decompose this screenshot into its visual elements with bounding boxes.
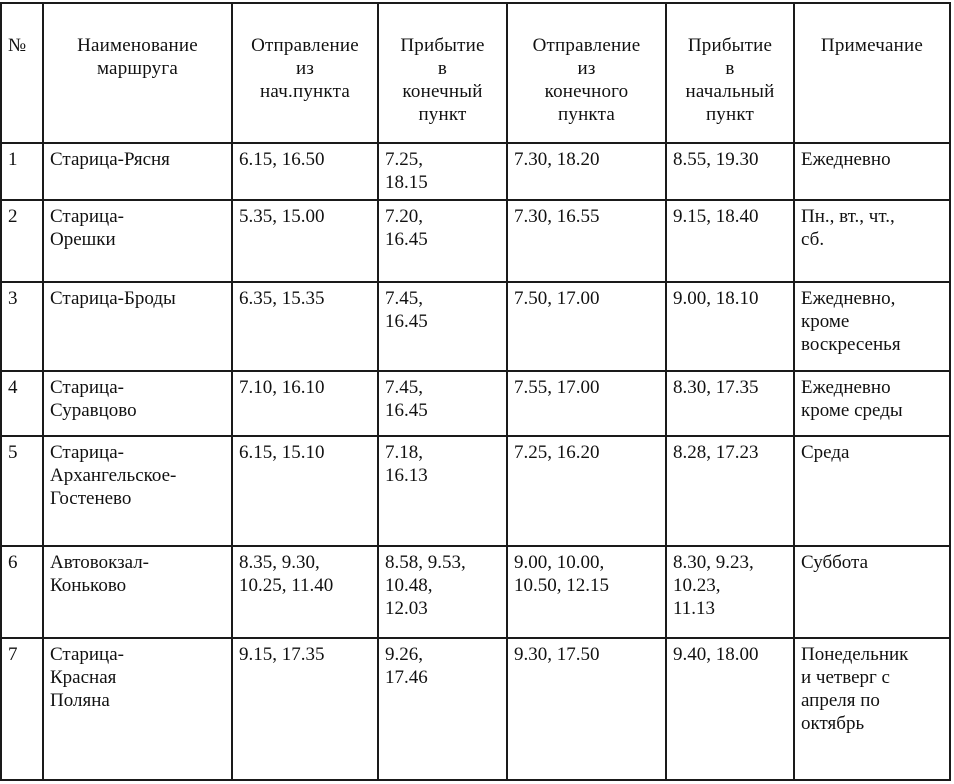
cell-arrival-start: 8.55, 19.30	[666, 143, 794, 200]
header-arrival-end: Прибытие в конечный пункт	[378, 3, 507, 143]
cell-route: Старица-Броды	[43, 282, 232, 371]
cell-arrival-end: 9.26, 17.46	[378, 638, 507, 780]
cell-arrival-start: 8.30, 9.23, 10.23, 11.13	[666, 546, 794, 638]
cell-departure-end: 7.30, 16.55	[507, 200, 666, 282]
header-arrival-start: Прибытие в начальный пункт	[666, 3, 794, 143]
table-row	[1, 143, 950, 200]
cell-note: Ежедневно	[794, 143, 950, 200]
cell-route: Старица- Суравцово	[43, 371, 232, 436]
cell-route: Старица- Архангельское- Гостенево	[43, 436, 232, 546]
header-route-name: Наименование маршруга	[43, 3, 232, 143]
header-departure-start: Отправление из нач.пункта	[232, 3, 378, 143]
cell-arrival-end: 7.20, 16.45	[378, 200, 507, 282]
cell-arrival-end: 7.18, 16.13	[378, 436, 507, 546]
cell-number: 1	[1, 143, 43, 200]
cell-arrival-start: 8.30, 17.35	[666, 371, 794, 436]
cell-number: 2	[1, 200, 43, 282]
cell-number: 4	[1, 371, 43, 436]
cell-departure-start: 6.15, 15.10	[232, 436, 378, 546]
cell-departure-start: 7.10, 16.10	[232, 371, 378, 436]
cell-departure-end: 7.30, 18.20	[507, 143, 666, 200]
cell-departure-end: 7.25, 16.20	[507, 436, 666, 546]
cell-departure-start: 5.35, 15.00	[232, 200, 378, 282]
cell-departure-end: 7.50, 17.00	[507, 282, 666, 371]
cell-note: Пн., вт., чт., сб.	[794, 200, 950, 282]
cell-note: Среда	[794, 436, 950, 546]
table-row	[1, 371, 950, 436]
cell-arrival-end: 8.58, 9.53, 10.48, 12.03	[378, 546, 507, 638]
table-row	[1, 282, 950, 371]
cell-arrival-end: 7.45, 16.45	[378, 282, 507, 371]
cell-arrival-end: 7.45, 16.45	[378, 371, 507, 436]
cell-departure-start: 6.35, 15.35	[232, 282, 378, 371]
cell-departure-start: 8.35, 9.30, 10.25, 11.40	[232, 546, 378, 638]
cell-departure-start: 6.15, 16.50	[232, 143, 378, 200]
cell-route: Старица- Красная Поляна	[43, 638, 232, 780]
cell-departure-start: 9.15, 17.35	[232, 638, 378, 780]
header-departure-end: Отправление из конечного пункта	[507, 3, 666, 143]
cell-arrival-start: 9.40, 18.00	[666, 638, 794, 780]
cell-route: Автовокзал- Коньково	[43, 546, 232, 638]
cell-departure-end: 9.00, 10.00, 10.50, 12.15	[507, 546, 666, 638]
table-row	[1, 638, 950, 780]
cell-arrival-start: 8.28, 17.23	[666, 436, 794, 546]
cell-departure-end: 9.30, 17.50	[507, 638, 666, 780]
cell-departure-end: 7.55, 17.00	[507, 371, 666, 436]
table-header-row	[1, 3, 950, 143]
header-note: Примечание	[794, 3, 950, 143]
cell-route: Старица- Орешки	[43, 200, 232, 282]
cell-arrival-start: 9.00, 18.10	[666, 282, 794, 371]
cell-arrival-start: 9.15, 18.40	[666, 200, 794, 282]
cell-number: 6	[1, 546, 43, 638]
table-row	[1, 200, 950, 282]
bus-schedule-table	[0, 2, 951, 781]
cell-number: 5	[1, 436, 43, 546]
cell-number: 3	[1, 282, 43, 371]
cell-arrival-end: 7.25, 18.15	[378, 143, 507, 200]
cell-note: Понедельник и четверг с апреля по октябрь	[794, 638, 950, 780]
cell-note: Ежедневно, кроме воскресенья	[794, 282, 950, 371]
table-row	[1, 546, 950, 638]
cell-route: Старица-Рясня	[43, 143, 232, 200]
cell-note: Ежедневно кроме среды	[794, 371, 950, 436]
header-number: №	[1, 3, 43, 143]
cell-number: 7	[1, 638, 43, 780]
cell-note: Суббота	[794, 546, 950, 638]
table-row	[1, 436, 950, 546]
